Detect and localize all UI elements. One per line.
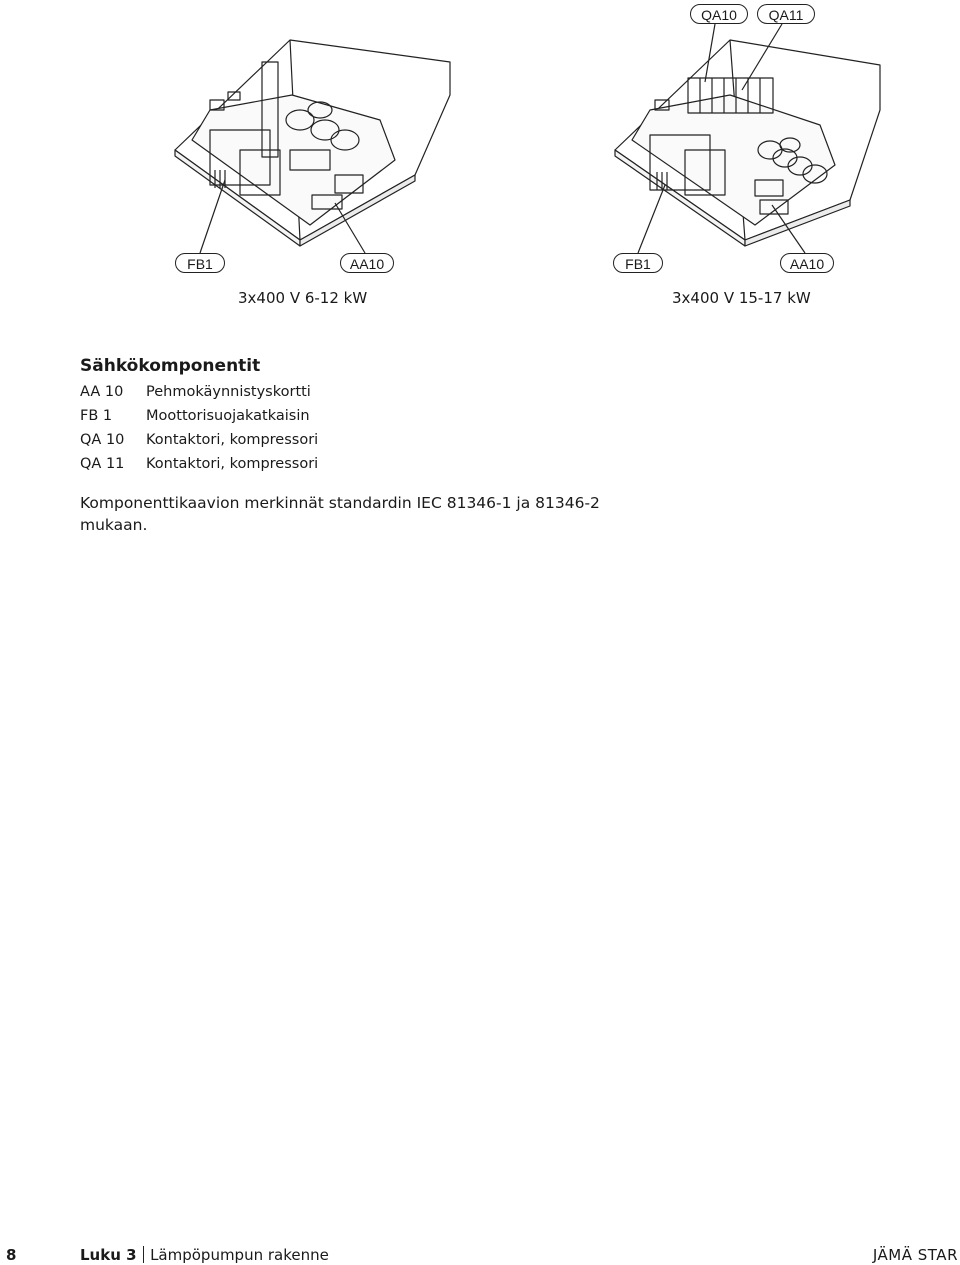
list-item xyxy=(80,452,318,476)
component-code: QA 10 xyxy=(80,432,125,448)
list-item xyxy=(80,428,318,452)
list-item xyxy=(80,404,318,428)
list-item xyxy=(80,380,318,404)
callout-right-fb1: FB1 xyxy=(613,253,663,273)
component-figure xyxy=(0,0,960,320)
chapter-title: Lämpöpumpun rakenne xyxy=(150,1246,329,1264)
callout-left-aa10: AA10 xyxy=(340,253,394,273)
standard-note: Komponenttikaavion merkinnät standardin IEC 81346-1 ja 81346-2 mukaan. xyxy=(80,494,600,534)
section-title: Sähkökomponentit xyxy=(80,356,261,376)
component-list xyxy=(80,380,318,476)
component-description: Moottorisuojakatkaisin xyxy=(146,408,310,424)
right-figure-caption: 3x400 V 15-17 kW xyxy=(672,289,811,307)
callout-right-qa11: QA11 xyxy=(757,4,815,24)
chapter-label: Luku 3 xyxy=(80,1246,137,1264)
component-code: QA 11 xyxy=(80,456,125,472)
brand-name: JÄMÄ STAR xyxy=(872,1246,958,1264)
page-footer xyxy=(0,1240,960,1265)
component-code: AA 10 xyxy=(80,384,124,400)
page-number: 8 xyxy=(6,1246,17,1264)
right-electrical-box-drawing xyxy=(615,40,880,246)
callout-right-qa10: QA10 xyxy=(690,4,748,24)
component-code: FB 1 xyxy=(80,408,113,424)
chapter-heading xyxy=(80,1246,329,1264)
chapter-separator xyxy=(143,1246,145,1263)
component-description: Kontaktori, kompressori xyxy=(146,456,319,472)
callout-left-fb1: FB1 xyxy=(175,253,225,273)
component-description: Kontaktori, kompressori xyxy=(146,432,319,448)
left-figure-caption: 3x400 V 6-12 kW xyxy=(238,289,368,307)
left-electrical-box-drawing xyxy=(175,40,450,246)
component-description: Pehmokäynnistyskortti xyxy=(146,384,311,400)
callout-right-aa10: AA10 xyxy=(780,253,834,273)
